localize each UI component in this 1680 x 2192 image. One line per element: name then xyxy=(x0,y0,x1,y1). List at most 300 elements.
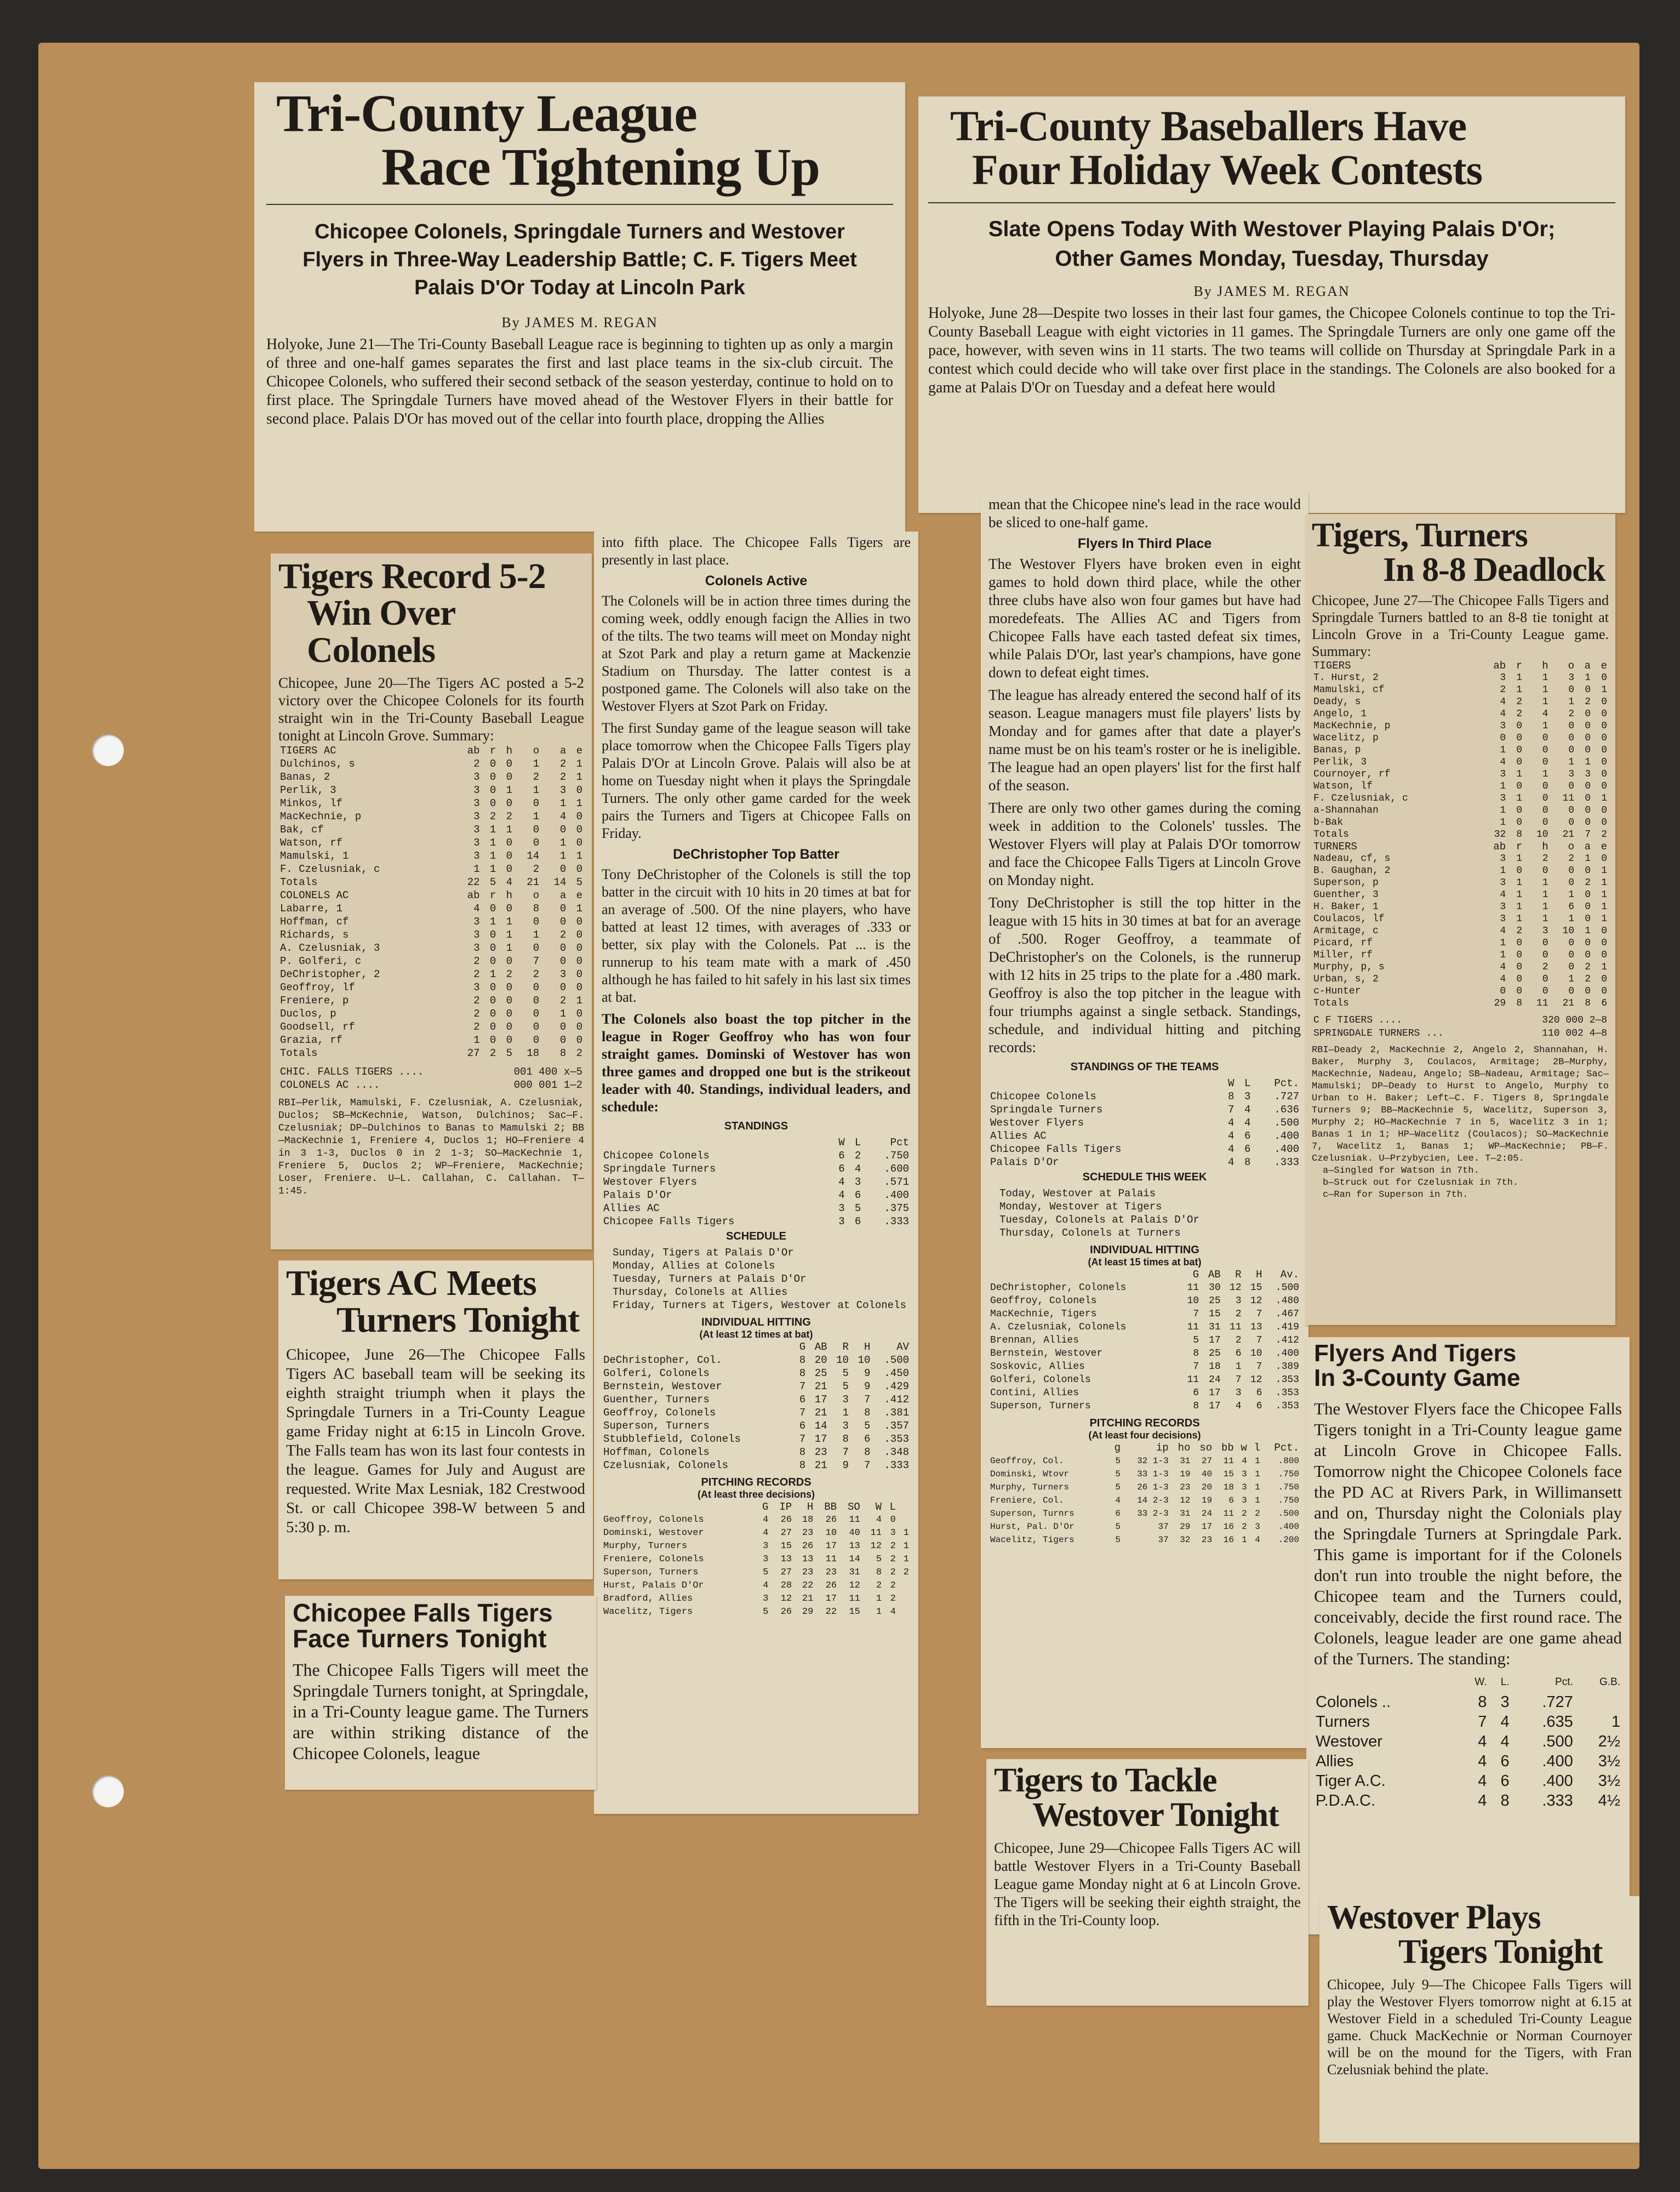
table-cell: .353 xyxy=(1275,1374,1299,1385)
table-cell: 3 xyxy=(473,849,480,862)
table-cell: 1 xyxy=(1542,877,1548,889)
table-cell: 1 xyxy=(1235,1361,1242,1372)
table-cell: 0 xyxy=(1568,684,1575,696)
table-cell: 1 xyxy=(903,1528,909,1538)
table-cell: 2 xyxy=(1235,1335,1242,1346)
table-cell: 6 xyxy=(1228,1495,1234,1505)
table-cell: 4 xyxy=(1500,926,1506,937)
table-cell: 1 xyxy=(576,770,582,783)
table-cell: 0 xyxy=(1516,781,1523,792)
table-cell: F. Czelusniak, c xyxy=(1313,793,1408,804)
table-cell: .348 xyxy=(884,1446,909,1458)
table-header-row xyxy=(278,889,584,902)
table-cell: 3 xyxy=(763,1541,769,1551)
table-cell: 0 xyxy=(1542,757,1548,768)
table-cell: 13 xyxy=(1250,1322,1262,1333)
table-cell: 1 xyxy=(1542,889,1548,901)
table-row xyxy=(988,1156,1301,1169)
table-row xyxy=(1312,925,1609,937)
table-cell: DeChristopher, Colonels xyxy=(990,1282,1127,1293)
table-cell: 1 xyxy=(1585,926,1591,937)
story-lead: Holyoke, June 21—The Tri-County Baseball League race is beginning to tighten up as only a margin of three and one-half games separates the first and last place teams in the six-club circuit. The Chicopee Colonels, who suffered their second setback of the season yesterday, continue to hold on to first place. The Springdale Turners have moved ahead of the Westover Flyers in their battle for second place. Palais D'Or has moved out of the cellar into fourth place, dropping the Allies xyxy=(266,335,893,427)
table-cell: 3 xyxy=(1500,793,1506,804)
table-row xyxy=(1312,732,1609,744)
table-cell: 17 xyxy=(814,1433,827,1445)
table-cell: 0 xyxy=(533,941,540,954)
table-cell: Wacelitz, Tigers xyxy=(603,1607,693,1617)
table-cell: 4 xyxy=(506,876,512,888)
table-cell: Guenther, Turners xyxy=(603,1394,710,1406)
table-cell: Banas, p xyxy=(1313,745,1361,756)
table-cell: Hurst, Pal. D'Or xyxy=(990,1522,1075,1532)
table-cell: .333 xyxy=(884,1459,909,1471)
table-cell: 10 xyxy=(858,1354,871,1366)
table-cell: 4 xyxy=(1244,1117,1251,1129)
totals-row xyxy=(1312,997,1609,1009)
table-row xyxy=(602,1579,911,1592)
table-cell: a xyxy=(1584,841,1591,853)
table-cell: 0 xyxy=(576,836,582,849)
table-cell: r xyxy=(489,889,496,901)
table-cell: TURNERS xyxy=(1313,841,1357,853)
table-cell: 32 xyxy=(1494,829,1506,841)
box-score-table xyxy=(1312,660,1609,1009)
table-cell: 2 xyxy=(1500,684,1506,696)
table-row xyxy=(602,1162,911,1175)
totals-row xyxy=(278,1047,584,1060)
table-row xyxy=(1314,1712,1622,1732)
table-cell: 0 xyxy=(506,1020,512,1033)
table-cell: .400 xyxy=(1275,1348,1299,1359)
table-cell: 0 xyxy=(1585,709,1591,720)
table-cell: 1 xyxy=(1500,817,1506,829)
table-row xyxy=(988,1400,1301,1413)
table-cell: 1 xyxy=(1500,950,1506,961)
table-cell: 1 xyxy=(1516,901,1523,913)
table-row xyxy=(602,1202,911,1215)
table-cell: .375 xyxy=(884,1202,909,1214)
table-cell: 2 xyxy=(854,1150,861,1162)
table-cell: .635 xyxy=(1542,1713,1573,1731)
table-cell: Geoffroy, Col. xyxy=(990,1456,1064,1466)
line-score xyxy=(1312,1014,1609,1040)
table-cell: 1 xyxy=(1568,757,1575,768)
table-cell: 5 xyxy=(763,1607,769,1617)
table-cell: h xyxy=(506,744,512,757)
table-row xyxy=(988,1520,1301,1533)
table-cell: 1 xyxy=(559,836,567,849)
table-cell: 10 xyxy=(1562,926,1575,937)
table-cell: 0 xyxy=(506,757,512,770)
deck: Slate Opens Today With Westover Playing Palais D'Or; Other Games Monday, Tuesday, Thursday xyxy=(988,217,1556,271)
subhead: DeChristopher Top Batter xyxy=(673,847,839,862)
table-cell: 4 xyxy=(1478,1752,1487,1770)
table-cell: 0 xyxy=(559,955,567,967)
table-cell: 4 xyxy=(473,902,480,915)
table-cell: 28 xyxy=(780,1580,792,1591)
table-cell: 0 xyxy=(1568,817,1575,829)
table-row xyxy=(602,1553,911,1566)
table-cell: 0 xyxy=(1542,974,1548,985)
table-cell: 2 xyxy=(473,757,480,770)
table-cell: 25 xyxy=(1209,1348,1221,1359)
table-cell: 0 xyxy=(1542,817,1548,829)
table-cell: 4 xyxy=(1244,1104,1251,1116)
table-cell: 10 xyxy=(836,1354,849,1366)
table-row xyxy=(988,1103,1301,1116)
table-row xyxy=(1312,672,1609,684)
table-cell: 3 xyxy=(473,941,480,954)
table-cell: 4 xyxy=(763,1515,769,1525)
table-cell: Angelo, 1 xyxy=(1313,709,1367,720)
table-cell: ab xyxy=(1493,841,1506,853)
table-cell: 0 xyxy=(533,1020,540,1033)
table-cell: 0 xyxy=(533,797,540,809)
schedule-list xyxy=(988,1187,1301,1240)
table-cell: 0 xyxy=(506,836,512,849)
table-cell: Superson, Turners xyxy=(990,1401,1091,1412)
table-cell: 0 xyxy=(489,902,496,915)
line-score-row: COLONELS AC .... 000 001 1—2 xyxy=(280,1078,582,1091)
table-cell: Geoffroy, lf xyxy=(280,981,355,994)
table-cell: 9 xyxy=(842,1459,849,1471)
table-cell: c-Hunter xyxy=(1313,986,1361,997)
table-cell: 1 xyxy=(1500,865,1506,877)
table-cell: 3 xyxy=(473,797,480,809)
table-cell: 6 xyxy=(1235,1348,1242,1359)
paragraph: The Colonels also boast the top pitcher in the league in Roger Geoffroy who has won four straight games. Dominski of Westover has won three games and dropped one but is the strikeout leader with 40. Standings, individual leaders, and schedule: xyxy=(602,1011,911,1115)
table-cell: .750 xyxy=(1278,1495,1299,1505)
table-cell: 2 xyxy=(506,968,512,980)
table-cell: Murphy, Turners xyxy=(990,1482,1070,1492)
table-cell: 11 xyxy=(1223,1456,1234,1466)
table-cell: T. Hurst, 2 xyxy=(1313,672,1379,684)
table-row xyxy=(602,1380,911,1393)
table-row xyxy=(1312,804,1609,817)
table-cell: 4 xyxy=(1500,974,1506,985)
table-cell: 0 xyxy=(1601,769,1607,780)
table-cell: 33 1-3 xyxy=(1137,1469,1169,1479)
table-row xyxy=(602,1215,911,1228)
table-cell: a xyxy=(1584,660,1591,672)
table-cell: 0 xyxy=(533,823,540,836)
table-cell: 4 xyxy=(1478,1732,1487,1750)
paragraph: The league has already entered the second half of its season. League managers must file players' lists by Monday and for games after that date a player's name must be on his team's roster or he is ineligible. The league had an open players' list for the first half of the season. xyxy=(988,687,1301,794)
game-summary: RBI—Deady 2, MacKechnie 2, Angelo 2, Shannahan, H. Baker, Murphy 3, Coulacos, Armitage; 2B—Murphy, MacKechnie, Nadeau, Angelo; SB—Nadeau, Armitage; Sac—Mamulski; DP—Deady to Hurst to Angelo, Murphy to Urban to H. Baker; Left—C. F. Tigers 8, Springdale Turners 9; BB—MacKechnie 5, Wacelitz, Superson 3, Murphy 2; HO—MacKechnie 7 in 5, Wacelitz 3 in 1; Banas 1 in 1; HP—Wacelitz (Coulacos); SO—MacKechnie 7, Wacelitz 1, Banas 1; WP—MacKechnie; PB—F. Czelusniak. U—Przybycien, Lee. T—2:05. xyxy=(1312,1045,1609,1164)
headline: Face Turners Tonight xyxy=(293,1624,547,1653)
table-cell: 37 xyxy=(1158,1535,1169,1545)
table-cell: 4 xyxy=(1500,962,1506,973)
table-cell: 12 xyxy=(1250,1374,1262,1385)
headline: Flyers And Tigers xyxy=(1314,1340,1517,1367)
table-cell: 0 xyxy=(506,955,512,967)
table-row xyxy=(602,1406,911,1419)
table-cell: .750 xyxy=(1278,1469,1299,1479)
table-row xyxy=(1312,768,1609,780)
standings-table xyxy=(1314,1672,1622,1811)
table-row xyxy=(278,941,584,955)
table-row xyxy=(278,836,584,849)
table-cell: 1 xyxy=(489,968,496,980)
table-cell: 0 xyxy=(489,1020,496,1033)
table-cell: 3 xyxy=(1500,769,1506,780)
table-cell: DeChristopher, 2 xyxy=(280,968,380,980)
table-cell: 8 xyxy=(799,1459,806,1471)
table-cell: .353 xyxy=(1275,1401,1299,1412)
table-cell: 3 xyxy=(1235,1295,1242,1306)
table-cell: 3 xyxy=(1235,1388,1242,1398)
table-cell: 2 xyxy=(890,1580,896,1591)
table-cell: 2 xyxy=(1516,926,1523,937)
table-cell: 1 xyxy=(1242,1535,1247,1545)
table-cell: .400 xyxy=(1278,1522,1299,1532)
table-cell: Freniere, p xyxy=(280,994,349,1007)
game-notes xyxy=(1312,1165,1609,1201)
headline: Turners Tonight xyxy=(336,1300,579,1340)
table-cell: 1 xyxy=(1542,672,1548,684)
line-score-row: C F TIGERS .... 320 000 2—8 xyxy=(1313,1015,1607,1026)
table-cell: 2 xyxy=(533,770,540,783)
table-cell: 4 xyxy=(1242,1456,1247,1466)
table-cell: 21 xyxy=(814,1407,827,1419)
table-cell: 0 xyxy=(576,1020,582,1033)
table-cell: o xyxy=(1568,841,1575,853)
table-cell: 1 xyxy=(489,915,496,928)
table-cell: TIGERS AC xyxy=(280,744,336,757)
table-cell: 0 xyxy=(1568,733,1575,744)
table-cell: Palais D'Or xyxy=(603,1189,672,1201)
table-cell: 7 xyxy=(1256,1361,1262,1372)
table-cell: 3 xyxy=(1500,914,1506,925)
table-cell: 4 xyxy=(1500,1713,1510,1731)
table-row xyxy=(602,1527,911,1540)
table-cell: 0 xyxy=(1568,745,1575,756)
totals-row xyxy=(278,876,584,889)
table-cell: Cournoyer, rf xyxy=(1313,769,1391,780)
table-cell: 3 xyxy=(763,1554,769,1565)
table-cell: 27 xyxy=(1201,1456,1213,1466)
table-cell: 1 xyxy=(506,915,512,928)
table-cell: 0 xyxy=(1601,853,1607,865)
table-cell: 0 xyxy=(1500,733,1506,744)
table-cell: Westover xyxy=(1316,1732,1382,1750)
table-cell: 0 xyxy=(506,994,512,1007)
game-summary: RBI—Perlik, Mamulski, F. Czelusniak, A. Czelusniak, Duclos; SB—McKechnie, Watson, Dulchinos; Sac—F. Czelusniak; DP—Dulchinos to Banas to Mamulski 2; BB—MacKechnie 1, Freniere 4, Duclos 1; HO—Freniere 4 in 3 1-3, Duclos 0 in 2 1-3; SO—MacKechnie 1, Freniere 5, Duclos 2; WP—Freniere, MacKechnie; Loser, Freniere. U—L. Callahan, C. Callahan. T—1:45. xyxy=(278,1097,584,1197)
table-cell: .500 xyxy=(884,1354,909,1366)
table-cell: .419 xyxy=(1275,1322,1299,1333)
table-cell: 0 xyxy=(1568,950,1575,961)
table-header-row: G AB R H AV xyxy=(799,1341,909,1353)
table-cell: 8 xyxy=(1193,1401,1199,1412)
table-cell: 0 xyxy=(1516,865,1523,877)
table-cell: 0 xyxy=(1568,721,1575,732)
table-cell: 3 xyxy=(559,784,567,796)
table-cell: 5 xyxy=(1115,1469,1121,1479)
story-continuation: into fifth place. The Chicopee Falls Tigers are presently in last place. xyxy=(602,534,911,568)
table-cell: 1 xyxy=(489,823,496,836)
clipping-deadlock xyxy=(1305,514,1615,1325)
table-cell: 0 xyxy=(576,823,582,836)
table-cell: 0 xyxy=(506,797,512,809)
story-continuation: mean that the Chicopee nine's lead in the race would be sliced to one-half game. xyxy=(988,496,1301,530)
binder-hole xyxy=(92,734,124,766)
table-cell: 2 xyxy=(1585,962,1591,973)
table-cell: 1 xyxy=(1516,793,1523,804)
table-cell: ab xyxy=(467,889,480,901)
table-cell: 0 xyxy=(576,955,582,967)
table-cell: 1 xyxy=(533,810,540,823)
table-cell: 3 xyxy=(763,1594,769,1604)
table-cell: 4 xyxy=(1500,709,1506,720)
table-cell: 0 xyxy=(576,981,582,994)
table-cell: 2 xyxy=(890,1554,896,1565)
table-row xyxy=(1314,1751,1622,1771)
table-cell: Murphy, p, s xyxy=(1313,962,1385,973)
table-cell: 4 xyxy=(1500,697,1506,708)
line-score-row: SPRINGDALE TURNERS ... 110 002 4—8 xyxy=(1313,1028,1607,1040)
table-cell: 0 xyxy=(1542,733,1548,744)
table-cell: 8 xyxy=(1500,1791,1510,1809)
subhead: Flyers In Third Place xyxy=(1077,536,1212,551)
table-cell: 6 xyxy=(1256,1401,1262,1412)
table-note: (At least four decisions) xyxy=(1088,1430,1201,1441)
table-cell: Dominski, Westover xyxy=(603,1528,704,1538)
table-cell: 3 xyxy=(1242,1495,1247,1505)
table-cell: 0 xyxy=(1601,697,1607,708)
table-cell: Perlik, 3 xyxy=(280,784,336,796)
list-item: Friday, Turners at Tigers, Westover at Colonels xyxy=(613,1299,906,1311)
box-score-table xyxy=(278,744,584,1060)
table-cell: 12 xyxy=(1229,1282,1242,1293)
table-row xyxy=(278,784,584,797)
table-row xyxy=(278,994,584,1007)
table-cell: 0 xyxy=(1601,817,1607,829)
table-cell: 8 xyxy=(842,1433,849,1445)
table-cell: r xyxy=(489,744,496,757)
headline: Tri-County Baseballers Have xyxy=(950,102,1467,150)
list-item: Monday, Westover at Tigers xyxy=(999,1201,1162,1213)
table-cell: .571 xyxy=(884,1176,909,1188)
table-cell: 11 xyxy=(849,1594,860,1604)
table-cell: 1 xyxy=(1601,865,1607,877)
table-cell: 3½ xyxy=(1598,1772,1620,1790)
table-cell: 8 xyxy=(799,1367,806,1379)
table-cell: 0 xyxy=(1601,721,1607,732)
table-cell: 11 xyxy=(825,1554,837,1565)
table-title: INDIVIDUAL HITTING xyxy=(1090,1244,1199,1256)
clipping-holiday-week xyxy=(918,96,1625,513)
table-cell: 3 xyxy=(473,823,480,836)
table-cell: 1 xyxy=(1516,877,1523,889)
table-cell: Bradford, Allies xyxy=(603,1594,693,1604)
table-cell: 0 xyxy=(489,981,496,994)
line-score-row: CHIC. FALLS TIGERS .... 001 400 x—5 xyxy=(280,1065,582,1078)
table-cell xyxy=(1575,1692,1622,1712)
table-cell: 33 2-3 xyxy=(1137,1509,1169,1519)
table-cell: 1 xyxy=(1585,672,1591,684)
pitching-table xyxy=(988,1441,1301,1546)
table-cell: Duclos, p xyxy=(280,1007,336,1020)
table-cell: 23 xyxy=(825,1567,837,1578)
table-cell: 0 xyxy=(559,902,567,915)
table-cell: .750 xyxy=(1278,1482,1299,1492)
table-cell: 14 xyxy=(527,849,540,862)
table-cell: 0 xyxy=(1516,974,1523,985)
table-cell: Wacelitz, p xyxy=(1313,733,1379,744)
clipping-flyers-tigers xyxy=(1306,1337,1630,1934)
table-cell: 0 xyxy=(1516,733,1523,744)
table-cell: Allies AC xyxy=(990,1130,1047,1142)
table-cell: 0 xyxy=(576,810,582,823)
table-cell: .353 xyxy=(1275,1388,1299,1398)
table-cell: 0 xyxy=(1585,805,1591,817)
table-note: (At least 12 times at bat) xyxy=(699,1329,813,1340)
table-cell: Golferi, Colonels xyxy=(603,1367,710,1379)
table-cell: 7 xyxy=(533,955,540,967)
table-cell: F. Czelusniak, c xyxy=(280,863,380,875)
table-cell: 17 xyxy=(1209,1401,1221,1412)
table-row xyxy=(1312,865,1609,877)
table-cell: 0 xyxy=(1585,889,1591,901)
table-cell: 23 xyxy=(1180,1482,1191,1492)
table-row xyxy=(1312,985,1609,997)
table-cell: 0 xyxy=(489,757,496,770)
table-cell: 1 xyxy=(576,902,582,915)
table-cell: Mamulski, 1 xyxy=(280,849,349,862)
subhead: Colonels Active xyxy=(705,573,808,589)
table-cell: 7 xyxy=(799,1433,806,1445)
table-cell: 3 xyxy=(473,784,480,796)
story-lead: Chicopee, June 27—The Chicopee Falls Tigers and Springdale Turners battled to an 8-8 tie tonight at Lincoln Grove in a Tri-County League game. Summary: xyxy=(1312,592,1609,660)
table-row xyxy=(1314,1771,1622,1791)
table-cell: 4 xyxy=(763,1528,769,1538)
table-cell: 2 xyxy=(876,1580,882,1591)
headline: Race Tightening Up xyxy=(381,137,820,196)
table-cell: 1 xyxy=(1568,974,1575,985)
table-row xyxy=(988,1294,1301,1308)
table-cell: 0 xyxy=(576,968,582,980)
table-cell: 0 xyxy=(1601,757,1607,768)
table-cell: 3 xyxy=(890,1528,896,1538)
table-cell: 1 xyxy=(473,1034,480,1046)
table-cell: .353 xyxy=(884,1433,909,1445)
table-cell: Geoffroy, Colonels xyxy=(990,1295,1097,1306)
table-cell: 0 xyxy=(1516,950,1523,961)
table-cell: 2 xyxy=(1242,1522,1247,1532)
table-cell: 1 xyxy=(1568,914,1575,925)
table-cell: 27 xyxy=(780,1567,792,1578)
table-cell: 2 xyxy=(890,1594,896,1604)
table-cell: 1 xyxy=(1500,781,1506,792)
table-cell: Coulacos, lf xyxy=(1313,914,1385,925)
table-cell: Wacelitz, Tigers xyxy=(990,1535,1075,1545)
table-header-row xyxy=(278,744,584,757)
table-cell: 23 xyxy=(814,1446,827,1458)
table-row xyxy=(1312,961,1609,973)
table-cell: 2 xyxy=(506,810,512,823)
table-cell: 1 xyxy=(1516,853,1523,865)
table-cell: Brennan, Allies xyxy=(990,1335,1079,1346)
table-cell: h xyxy=(1542,660,1548,672)
story-body: Chicopee, June 29—Chicopee Falls Tigers AC will battle Westover Flyers in a Tri-County Baseball League game Monday night at 6 at Lincoln Grove. The Tigers will be seeking their eighth straight, the fifth in the Tri-County loop. xyxy=(994,1840,1301,1929)
table-cell: Allies AC xyxy=(603,1202,660,1214)
table-header-row: G AB R H Av. xyxy=(1192,1269,1299,1281)
table-row xyxy=(988,1308,1301,1321)
table-row xyxy=(988,1347,1301,1360)
table-cell: 0 xyxy=(1601,672,1607,684)
table-cell: 0 xyxy=(576,1007,582,1020)
table-cell: 2 xyxy=(1568,853,1575,865)
